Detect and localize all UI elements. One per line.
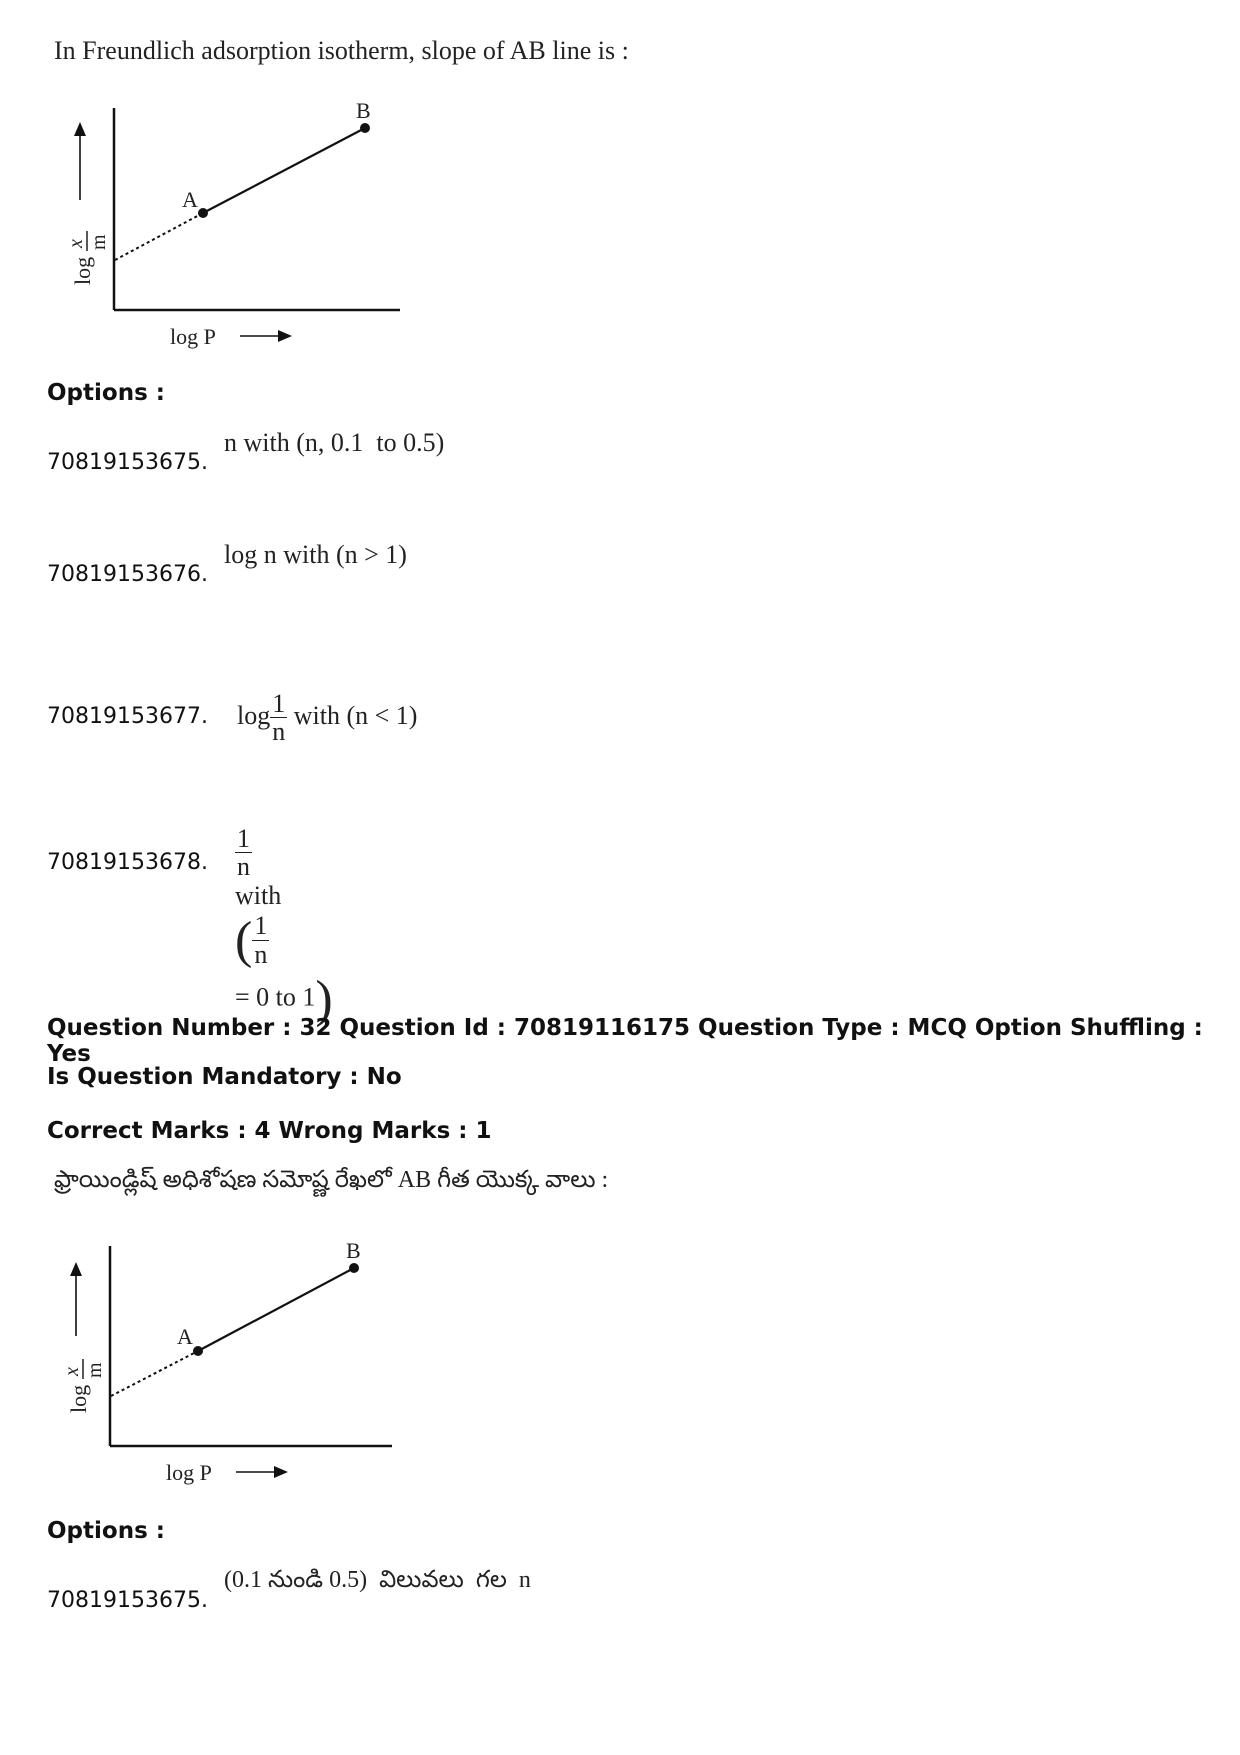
point-b [349, 1263, 359, 1273]
fraction-denominator: n [237, 852, 250, 882]
inner-rest: = 0 to 1 [235, 982, 316, 1012]
fraction-numerator: 1 [237, 824, 250, 853]
up-arrow-icon [74, 122, 86, 136]
option-log: log [237, 700, 271, 730]
option-text [224, 660, 417, 746]
options-label: Options : [47, 1518, 165, 1544]
options-label: Options : [47, 380, 165, 406]
y-axis-den: m [88, 234, 110, 250]
question-header: Question Number : 32 Question Id : 70819116175 Question Type : MCQ Option Shuffling : Yes [47, 1015, 1203, 1067]
y-axis-num: x [61, 1367, 83, 1376]
option-text: $\frac{1}{n}$ with ( $\frac{1}{n}$ = 0 to 1) [235, 824, 333, 1028]
option-rest: with (n < 1) [287, 700, 418, 730]
option-text: log n with (n > 1) [224, 540, 407, 569]
point-b-label: B [346, 1238, 361, 1263]
option-text: n with (n, 0.1 to 0.5) [224, 428, 445, 457]
y-axis-den: m [84, 1362, 106, 1378]
y-axis-log: log [70, 256, 95, 285]
option-id: 70819153678. [47, 850, 208, 875]
point-b [360, 123, 370, 133]
right-arrow-icon [278, 330, 292, 342]
intercept-dotted-line [111, 1351, 198, 1396]
isotherm-graph [60, 90, 420, 360]
x-axis-label: log P [170, 324, 216, 349]
y-axis-num: x [65, 239, 87, 248]
intercept-dotted-line [115, 213, 203, 260]
option-id: 70819153676. [47, 562, 208, 587]
inner-denominator: n [254, 939, 268, 969]
option-text: (0.1 నుండి 0.5) విలువలు గల n [224, 1567, 531, 1593]
point-a-label: A [177, 1324, 193, 1349]
inner-numerator: 1 [254, 911, 268, 941]
up-arrow-icon [70, 1262, 82, 1276]
option-id: 70819153677. [47, 704, 208, 729]
x-axis-label: log P [166, 1460, 212, 1485]
ab-line [198, 1268, 354, 1351]
fraction-denominator: n [272, 717, 286, 747]
fraction-numerator: 1 [272, 689, 286, 718]
question-marks: Correct Marks : 4 Wrong Marks : 1 [47, 1118, 492, 1144]
option-id: 70819153675. [47, 1588, 208, 1613]
y-axis-log: log [66, 1384, 91, 1413]
isotherm-graph [56, 1228, 416, 1498]
point-a [193, 1346, 203, 1356]
option-id: 70819153675. [47, 450, 208, 475]
question-text-telugu: ఫ్రాయిండ్లిష్ అధిశోషణ సమోష్ణ రేఖలో AB గీత యొక్క వాలు : [54, 1167, 609, 1193]
right-arrow-icon [274, 1466, 288, 1478]
point-a-label: A [182, 187, 198, 212]
ab-line [203, 128, 365, 213]
option-with: with [235, 880, 282, 910]
point-a [198, 208, 208, 218]
question-mandatory: Is Question Mandatory : No [47, 1064, 402, 1090]
question-text: In Freundlich adsorption isotherm, slope of AB line is : [54, 36, 629, 65]
point-b-label: B [356, 98, 371, 123]
